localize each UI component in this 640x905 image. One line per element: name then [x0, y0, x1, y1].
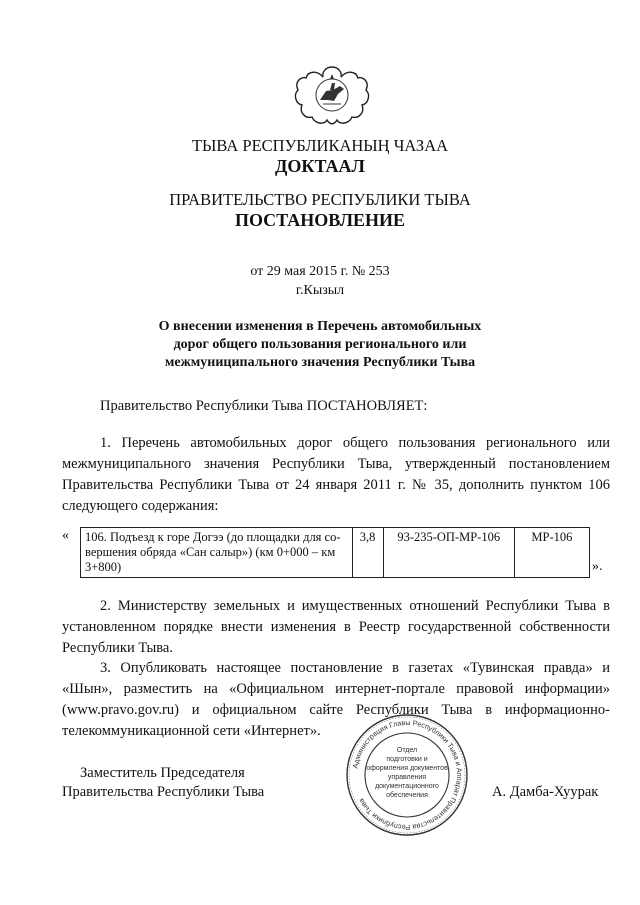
official-stamp — [344, 712, 470, 838]
russian-government-line: ПРАВИТЕЛЬСТВО РЕСПУБЛИКИ ТЫВА — [169, 190, 471, 209]
title-line-3: межмуниципального значения Республики Тыва — [164, 355, 476, 370]
emblem-icon — [292, 64, 372, 128]
stamp-center-line: Отдел — [396, 747, 418, 754]
signatory-position-2: Правительства Республики Тыва — [62, 784, 265, 800]
title-line-2: дорог общего пользования регионального или — [173, 337, 467, 352]
paragraph-1: 1. Перечень автомобильных дорог общего пользования регионального или межмуниципального значения Республики Тыва, утвержденный постановлением Правительства Республики Тыва от 24 января 2011 г. № 35, дополнить пунктом 106 следующего содержания: — [62, 435, 610, 514]
road-id-cell: 93-235-ОП-МР-106 — [383, 528, 514, 578]
russian-document-type: ПОСТАНОВЛЕНИЕ — [234, 210, 406, 230]
table-row — [81, 528, 590, 578]
stamp-ring-text: Администрация Главы Республики Тыва и Аппарат Правительства Республики Тыва — [350, 717, 465, 833]
paragraph-3: 3. Опубликовать настоящее постановление в газетах «Тувинская правда» и «Шын», разместить на «Официальном интернет-портале правовой информации» (www.pravo.gov.ru) и официальном сайте Республики Тыва в информационно-телекоммуникационной сети «Интернет». — [62, 660, 610, 739]
document-date: от 29 мая 2015 г. № 253 — [250, 264, 390, 279]
open-quote: « — [62, 528, 69, 543]
close-quote: ». — [592, 559, 603, 574]
tuvan-document-type: ДОКТААЛ — [275, 156, 365, 176]
road-code-cell: МР-106 — [514, 528, 589, 578]
signatory-name: А. Дамба-Хуурак — [492, 784, 599, 800]
road-table — [80, 527, 590, 578]
paragraph-2: 2. Министерству земельных и имущественных отношений Республики Тыва в установленном порядке внести изменения в Реестр государственной собственности Республики Тыва. — [62, 598, 610, 656]
document-title — [0, 318, 640, 372]
stamp-center-line: управления — [387, 774, 427, 781]
road-name-cell: 106. Подъезд к горе Догээ (до площадки для со-вершения обряда «Сан салыр») (км 0+000 – км 3+800) — [81, 528, 353, 578]
stamp-center-line: обеспечения — [386, 792, 428, 799]
stamp-center-line: оформления документов — [366, 765, 448, 772]
tuvan-government-line: ТЫВА РЕСПУБЛИКАНЫҢ ЧАЗАА — [191, 136, 449, 155]
stamp-center-line: подготовки и — [386, 756, 428, 763]
title-line-1: О внесении изменения в Перечень автомобильных — [158, 319, 482, 334]
road-length-cell: 3,8 — [352, 528, 383, 578]
signatory-position-1: Заместитель Председателя — [80, 765, 245, 781]
stamp-center-line: документационного — [375, 783, 439, 790]
decree-line: Правительство Республики Тыва ПОСТАНОВЛЯЕТ: — [100, 398, 428, 414]
document-city: г.Кызыл — [295, 283, 345, 298]
